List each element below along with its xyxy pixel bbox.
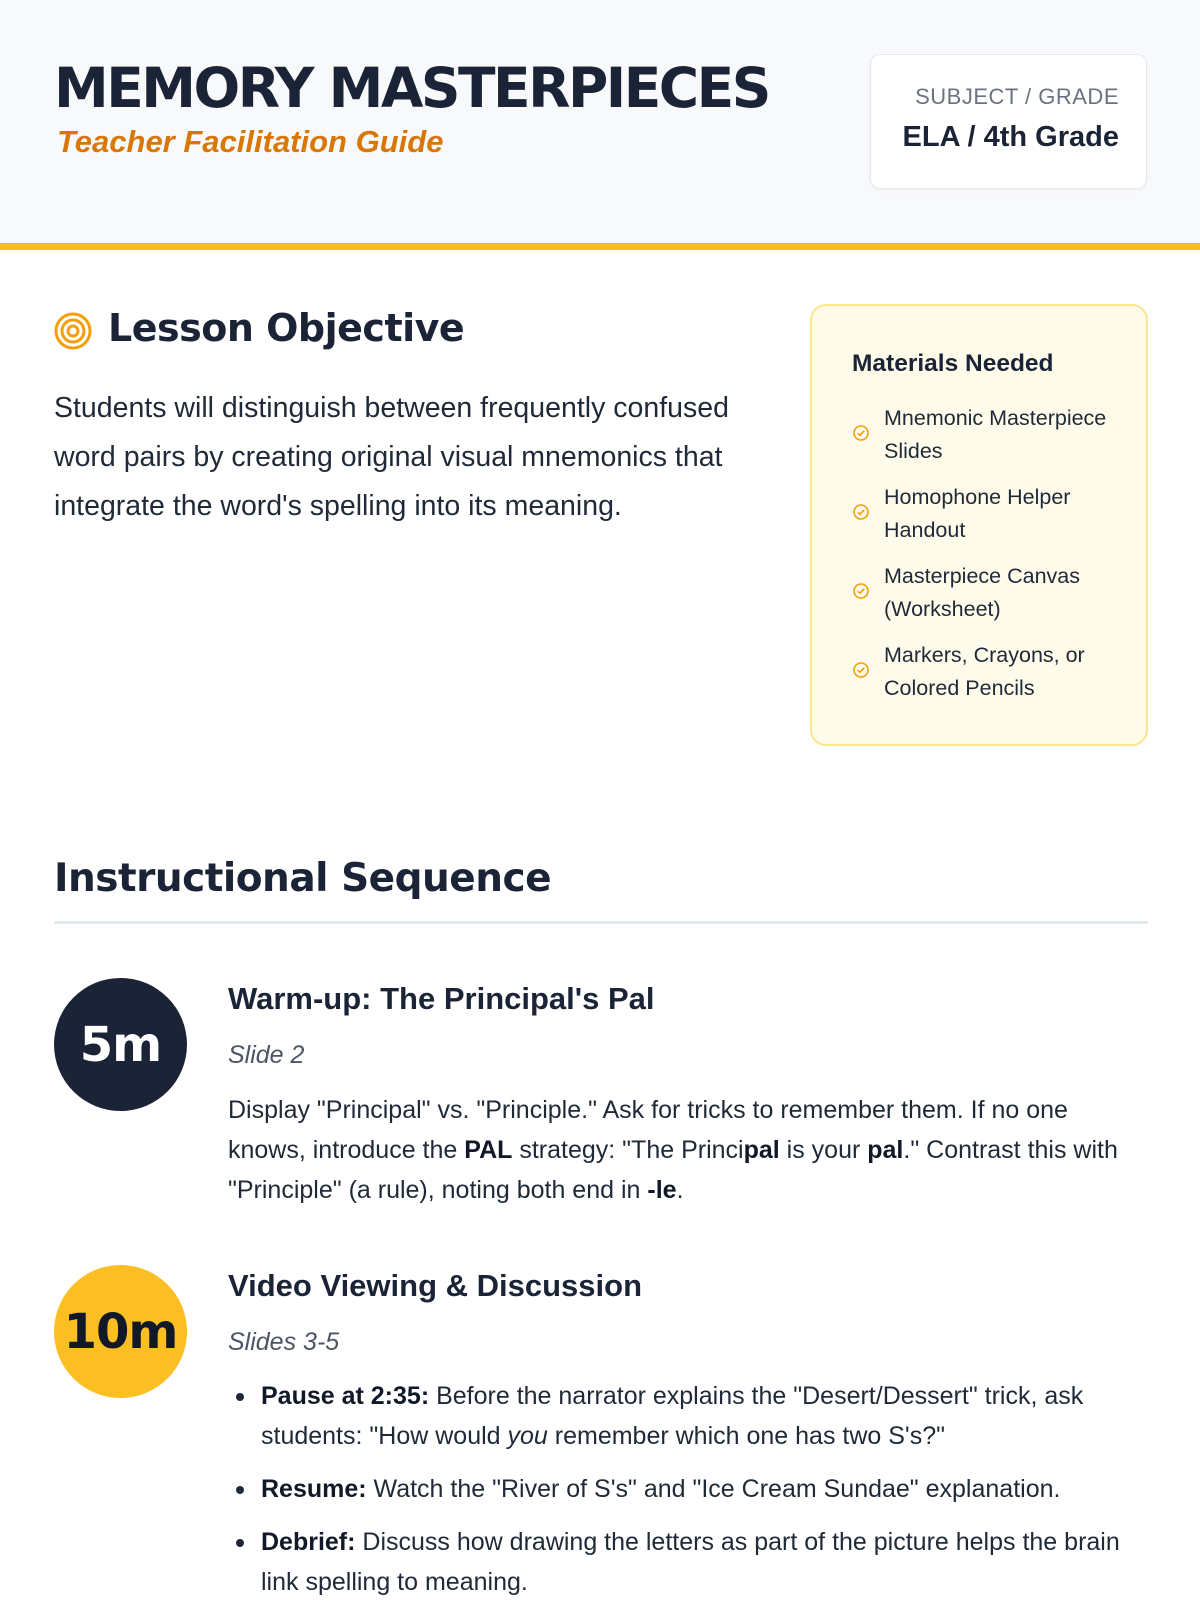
material-label: Markers, Crayons, or Colored Pencils	[884, 643, 1085, 700]
step-time-badge: 5m	[54, 978, 187, 1111]
material-label: Masterpiece Canvas (Worksheet)	[884, 564, 1080, 621]
subject-grade-value: ELA / 4th Grade	[902, 121, 1119, 153]
list-item	[852, 639, 1132, 705]
step-slide-ref: Slide 2	[228, 1041, 305, 1069]
materials-list	[852, 402, 1132, 718]
materials-heading: Materials Needed	[852, 350, 1054, 377]
check-circle-icon	[852, 661, 870, 679]
page-title: MEMORY MASTERPIECES	[54, 56, 769, 120]
list-item	[852, 560, 1132, 626]
check-circle-icon	[852, 424, 870, 442]
objective-heading: Lesson Objective	[108, 306, 465, 350]
page-subtitle: Teacher Facilitation Guide	[57, 124, 444, 159]
list-item: Debrief: Discuss how drawing the letters as part of the picture helps the brain link spelling to meaning.	[228, 1522, 1148, 1602]
list-item	[852, 481, 1132, 547]
materials-panel	[810, 304, 1148, 746]
sequence-heading: Instructional Sequence	[54, 856, 552, 901]
objective-text: Students will distinguish between frequently confused word pairs by creating original visual mnemonics that integrate the word's spelling into its meaning.	[54, 392, 729, 522]
step-time-badge: 10m	[54, 1265, 187, 1398]
subject-grade-label: SUBJECT / GRADE	[915, 84, 1119, 109]
page-header	[0, 0, 1200, 250]
material-label: Homophone Helper Handout	[884, 485, 1071, 542]
material-label: Mnemonic Masterpiece Slides	[884, 406, 1107, 463]
list-item	[852, 402, 1132, 468]
check-circle-icon	[852, 503, 870, 521]
step-slide-ref: Slides 3-5	[228, 1328, 340, 1356]
step-bullet-list	[228, 1376, 1148, 1615]
target-icon	[54, 312, 92, 350]
step-title: Video Viewing & Discussion	[228, 1268, 643, 1303]
section-divider	[54, 921, 1148, 924]
check-circle-icon	[852, 582, 870, 600]
list-item: Resume: Watch the "River of S's" and "Ice Cream Sundae" explanation.	[228, 1469, 1148, 1509]
step-description: Display "Principal" vs. "Principle." Ask for tricks to remember them. If no one knows, introduce the PAL strategy: "The Principal is your pal." Contrast this with "Principle" (a rule), noting both end in -le.	[228, 1096, 1118, 1204]
list-item: Pause at 2:35: Before the narrator explains the "Desert/Dessert" trick, ask students: "How would you remember which one has two S's?"	[228, 1376, 1148, 1456]
subject-grade-card	[870, 54, 1147, 189]
step-title: Warm-up: The Principal's Pal	[228, 981, 655, 1016]
